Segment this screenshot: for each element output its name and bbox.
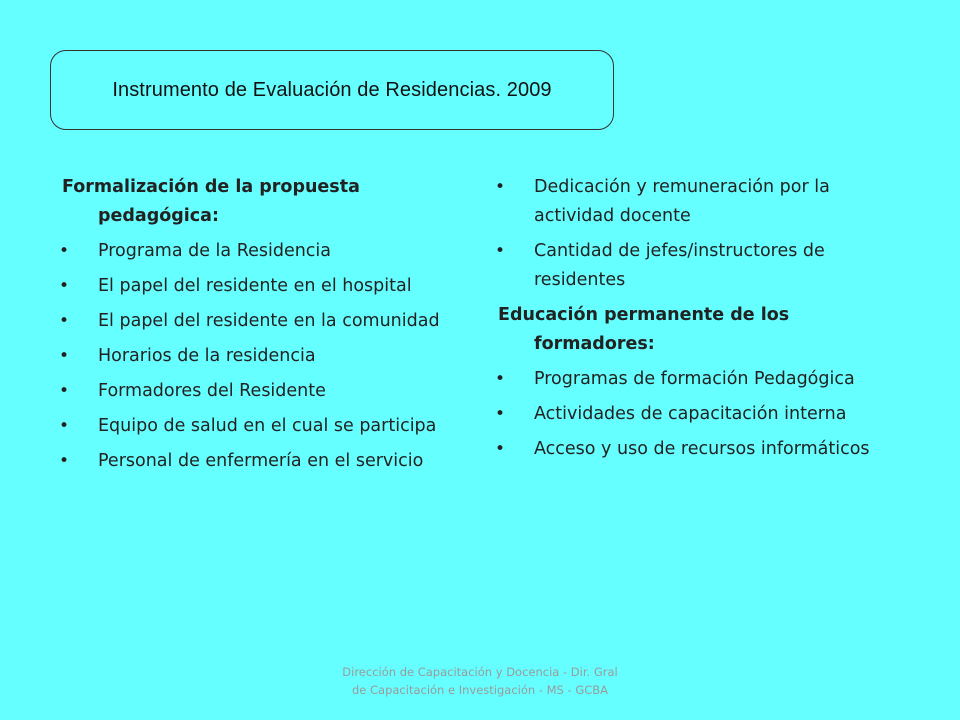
- title-box: [50, 50, 614, 130]
- bullet-icon: •: [59, 276, 70, 296]
- left-heading: Formalización de la propuesta pedagógica:: [62, 177, 360, 226]
- left-list: [59, 237, 462, 476]
- bullet-icon: •: [495, 439, 506, 459]
- slide-footer: Dirección de Capacitación y Docencia - Dir. Gral de Capacitación e Investigación - MS - GCBA: [342, 665, 618, 697]
- list-item: [59, 447, 462, 476]
- list-item: [59, 272, 462, 301]
- bullet-icon: •: [59, 346, 70, 366]
- bullet-icon: •: [495, 177, 506, 197]
- list-item: [59, 307, 462, 336]
- list-item-text: Cantidad de jefes/instructores de residentes: [534, 241, 825, 290]
- list-item-text: Personal de enfermería en el servicio: [98, 451, 424, 471]
- list-item: [495, 237, 908, 295]
- bullet-icon: •: [495, 404, 506, 424]
- list-item-text: Horarios de la residencia: [98, 346, 316, 366]
- left-column: [59, 173, 462, 482]
- list-item: [59, 237, 462, 266]
- bullet-icon: •: [495, 241, 506, 261]
- list-item: [59, 342, 462, 371]
- list-item: [59, 412, 462, 441]
- list-item-text: El papel del residente en el hospital: [98, 276, 412, 296]
- list-item: [495, 365, 908, 394]
- bullet-icon: •: [59, 311, 70, 331]
- bullet-icon: •: [59, 451, 70, 471]
- right-column: [495, 173, 908, 470]
- list-item-text: Acceso y uso de recursos informáticos: [534, 439, 870, 459]
- list-item-text: Equipo de salud en el cual se participa: [98, 416, 437, 436]
- list-item: [495, 435, 908, 464]
- list-item-text: El papel del residente en la comunidad: [98, 311, 440, 331]
- list-item: [59, 377, 462, 406]
- list-item-text: Programas de formación Pedagógica: [534, 369, 855, 389]
- bullet-icon: •: [59, 241, 70, 261]
- list-item-text: Dedicación y remuneración por la actividad docente: [534, 177, 830, 226]
- list-item: [495, 173, 908, 231]
- right-heading: Educación permanente de los formadores:: [498, 305, 790, 354]
- list-item-text: Programa de la Residencia: [98, 241, 332, 261]
- list-item-text: Actividades de capacitación interna: [534, 404, 847, 424]
- bullet-icon: •: [495, 369, 506, 389]
- bullet-icon: •: [59, 416, 70, 436]
- slide-title: Instrumento de Evaluación de Residencias. 2009: [112, 78, 552, 101]
- list-item-text: Formadores del Residente: [98, 381, 326, 401]
- bullet-icon: •: [59, 381, 70, 401]
- list-item: [495, 400, 908, 429]
- right-list-top: [495, 173, 908, 295]
- right-list-bottom: [495, 365, 908, 464]
